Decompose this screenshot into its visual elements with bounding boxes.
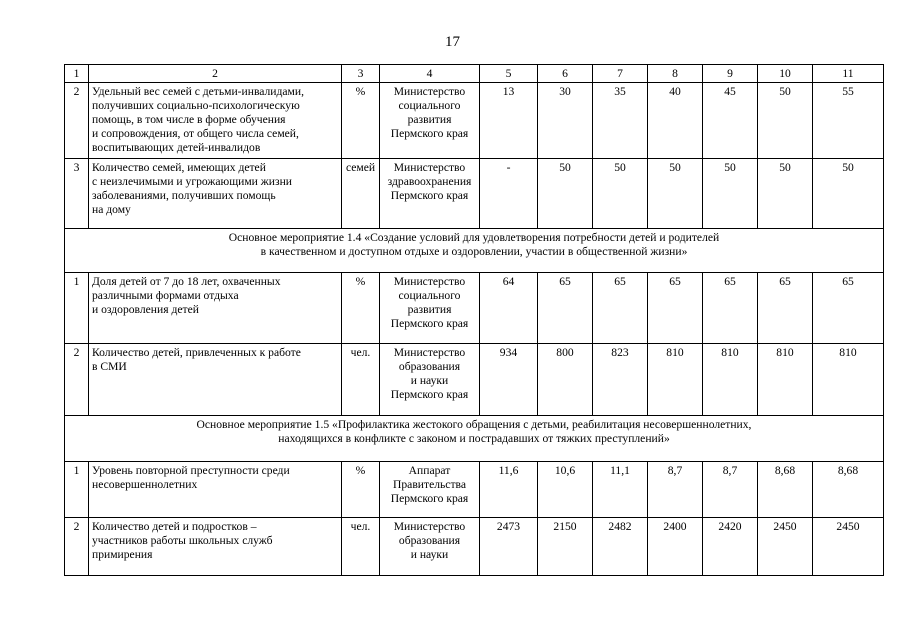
- indicator-row: [65, 159, 884, 229]
- row-number: 2: [65, 83, 89, 159]
- column-number-row: [65, 65, 884, 83]
- value-cell: 50: [593, 159, 648, 229]
- value-cell: 55: [813, 83, 884, 159]
- col-header: 7: [593, 65, 648, 83]
- value-cell: 65: [593, 273, 648, 344]
- indicator-row: [65, 83, 884, 159]
- value-cell: 800: [538, 344, 593, 416]
- value-cell: 10,6: [538, 462, 593, 518]
- value-cell: 2150: [538, 518, 593, 576]
- value-cell: 65: [648, 273, 703, 344]
- value-cell: 934: [480, 344, 538, 416]
- value-cell: 2400: [648, 518, 703, 576]
- executor: Министерство социального развития Пермского края: [380, 83, 480, 159]
- col-header: 2: [89, 65, 342, 83]
- value-cell: 2473: [480, 518, 538, 576]
- value-cell: 50: [758, 83, 813, 159]
- unit: семей: [342, 159, 380, 229]
- value-cell: 65: [538, 273, 593, 344]
- col-header: 1: [65, 65, 89, 83]
- value-cell: 13: [480, 83, 538, 159]
- value-cell: 8,7: [648, 462, 703, 518]
- value-cell: 40: [648, 83, 703, 159]
- indicator-name: Количество детей, привлеченных к работе в СМИ: [89, 344, 342, 416]
- indicator-name: Удельный вес семей с детьми-инвалидами, получивших социально-психологическую помощь, в том числе в форме обучения и сопровождения, от общего числа семей, воспитывающих детей-инвалидов: [89, 83, 342, 159]
- indicator-name: Доля детей от 7 до 18 лет, охваченных различными формами отдыха и оздоровления детей: [89, 273, 342, 344]
- col-header: 5: [480, 65, 538, 83]
- executor: Аппарат Правительства Пермского края: [380, 462, 480, 518]
- indicators-table: [64, 64, 884, 576]
- row-number: 3: [65, 159, 89, 229]
- col-header: 8: [648, 65, 703, 83]
- executor: Министерство образования и науки: [380, 518, 480, 576]
- unit: %: [342, 83, 380, 159]
- indicator-row: [65, 462, 884, 518]
- value-cell: 810: [758, 344, 813, 416]
- value-cell: 11,6: [480, 462, 538, 518]
- col-header: 11: [813, 65, 884, 83]
- col-header: 4: [380, 65, 480, 83]
- indicator-row: [65, 344, 884, 416]
- value-cell: 65: [703, 273, 758, 344]
- value-cell: 65: [813, 273, 884, 344]
- value-cell: 45: [703, 83, 758, 159]
- value-cell: 50: [703, 159, 758, 229]
- value-cell: 2450: [813, 518, 884, 576]
- unit: чел.: [342, 518, 380, 576]
- value-cell: 8,7: [703, 462, 758, 518]
- value-cell: 50: [758, 159, 813, 229]
- executor: Министерство образования и науки Пермского края: [380, 344, 480, 416]
- value-cell: 11,1: [593, 462, 648, 518]
- row-number: 1: [65, 462, 89, 518]
- section-row: [65, 416, 884, 462]
- row-number: 1: [65, 273, 89, 344]
- section-row: [65, 229, 884, 273]
- value-cell: 810: [813, 344, 884, 416]
- value-cell: 2420: [703, 518, 758, 576]
- value-cell: 30: [538, 83, 593, 159]
- value-cell: 2450: [758, 518, 813, 576]
- indicator-name: Количество детей и подростков – участников работы школьных служб примирения: [89, 518, 342, 576]
- indicator-name: Количество семей, имеющих детей с неизлечимыми и угрожающими жизни заболеваниями, получивших помощь на дому: [89, 159, 342, 229]
- value-cell: 64: [480, 273, 538, 344]
- section-title: Основное мероприятие 1.4 «Создание условий для удовлетворения потребности детей и родителей в качественном и доступном отдыхе и оздоровлении, участии в общественной жизни»: [65, 229, 884, 273]
- value-cell: 50: [648, 159, 703, 229]
- row-number: 2: [65, 518, 89, 576]
- unit: чел.: [342, 344, 380, 416]
- page-number: 17: [445, 34, 460, 50]
- unit: %: [342, 462, 380, 518]
- value-cell: 2482: [593, 518, 648, 576]
- col-header: 3: [342, 65, 380, 83]
- value-cell: -: [480, 159, 538, 229]
- value-cell: 65: [758, 273, 813, 344]
- value-cell: 50: [813, 159, 884, 229]
- value-cell: 810: [648, 344, 703, 416]
- value-cell: 35: [593, 83, 648, 159]
- executor: Министерство здравоохранения Пермского края: [380, 159, 480, 229]
- executor: Министерство социального развития Пермского края: [380, 273, 480, 344]
- col-header: 10: [758, 65, 813, 83]
- indicator-name: Уровень повторной преступности среди несовершеннолетних: [89, 462, 342, 518]
- unit: %: [342, 273, 380, 344]
- col-header: 9: [703, 65, 758, 83]
- indicator-row: [65, 518, 884, 576]
- value-cell: 8,68: [813, 462, 884, 518]
- col-header: 6: [538, 65, 593, 83]
- value-cell: 50: [538, 159, 593, 229]
- value-cell: 823: [593, 344, 648, 416]
- row-number: 2: [65, 344, 89, 416]
- value-cell: 8,68: [758, 462, 813, 518]
- indicator-row: [65, 273, 884, 344]
- value-cell: 810: [703, 344, 758, 416]
- section-title: Основное мероприятие 1.5 «Профилактика жестокого обращения с детьми, реабилитация несовершеннолетних, находящихся в конфликте с законом и пострадавших от тяжких преступлений»: [65, 416, 884, 462]
